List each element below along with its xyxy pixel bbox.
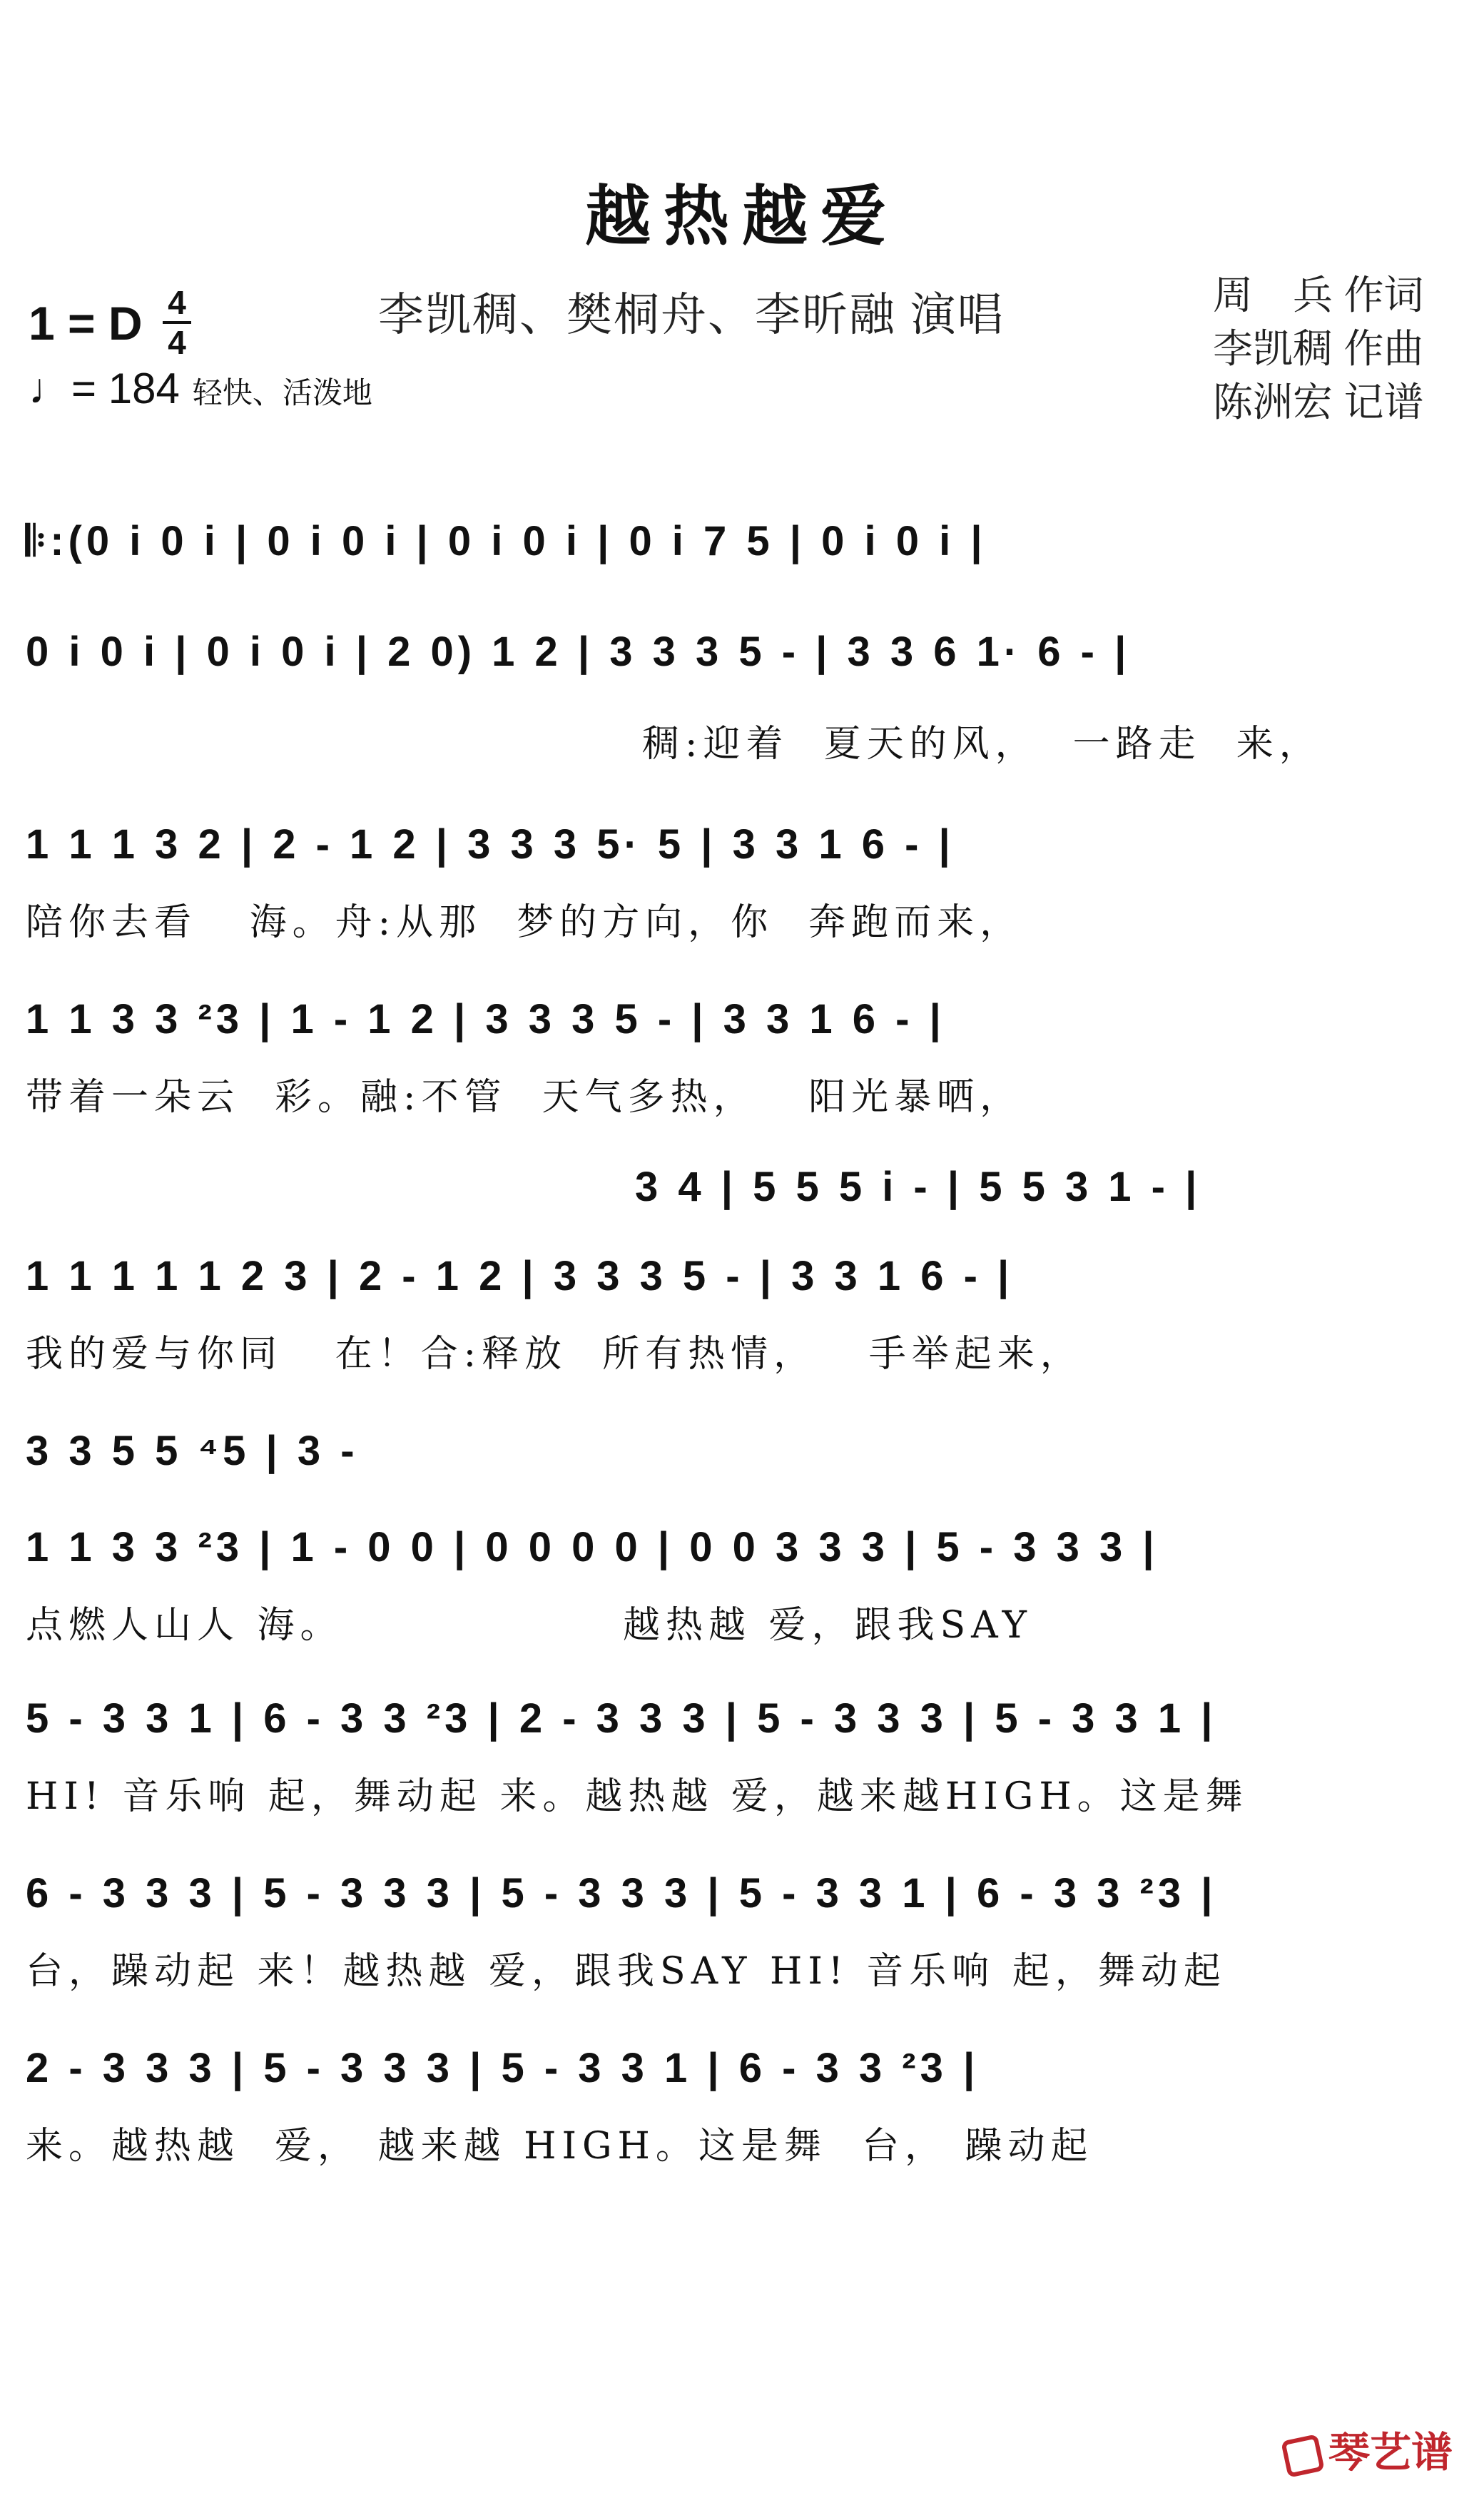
lyrics-line-10: 台，躁动起 来！越热越 爱，跟我SAY HI! 音乐响 起，舞动起 xyxy=(26,1950,1226,1993)
score-line-11: 2 - 3 3 3 | 5 - 3 3 3 | 5 - 3 3 1 | 6 - 3 3 ²3 | xyxy=(26,2045,980,2091)
lyrics-line-3: 陪你去看 海。舟:从那 梦的方向，你 奔跑而来， xyxy=(26,901,1023,944)
transcriber-credit: 陈洲宏 记谱 xyxy=(1213,380,1424,425)
score-line-10: 6 - 3 3 3 | 5 - 3 3 3 | 5 - 3 3 3 | 5 - 3 3 1 | 6 - 3 3 ²3 | xyxy=(26,1870,1217,1916)
score-line-3: 1 1 1 3 2 | 2 - 1 2 | 3 3 3 5· 5 | 3 3 1 6 - | xyxy=(26,821,955,868)
lyrics-line-9: HI! 音乐响 起，舞动起 来。越热越 爱，越来越HIGH。这是舞 xyxy=(26,1775,1249,1818)
site-watermark xyxy=(1284,2419,1453,2479)
singers-line: 李凯稠、樊桐舟、李昕融 演唱 xyxy=(378,289,1005,340)
lyrics-line-8: 点燃人山人 海。 越热越 爱，跟我SAY xyxy=(26,1604,1032,1647)
lyrics-line-2: 稠:迎着 夏天的风， 一路走 来， xyxy=(642,723,1322,766)
lyrics-line-11: 来。越热越 爱， 越来越 HIGH。这是舞 台， 躁动起 xyxy=(26,2125,1094,2168)
score-line-8: 1 1 3 3 ²3 | 1 - 0 0 | 0 0 0 0 | 0 0 3 3 3 | 5 - 3 3 3 | xyxy=(26,1524,1159,1570)
lyricist-credit: 周 兵 作词 xyxy=(1213,273,1424,318)
key-signature: 1 = D xyxy=(29,297,143,350)
meter-top: 4 xyxy=(168,284,186,321)
logo-icon xyxy=(1281,2434,1325,2478)
score-line-7-upper: 3 3 5 5 ⁴5 | 3 - xyxy=(26,1428,359,1474)
score-line-4: 1 1 3 3 ²3 | 1 - 1 2 | 3 3 3 5 - | 3 3 1 6 - | xyxy=(26,996,945,1042)
tempo-style: 轻快、活泼地 xyxy=(192,376,372,410)
composer-credit: 李凯稠 作曲 xyxy=(1213,326,1424,371)
lyrics-line-4: 带着一朵云 彩。融:不管 天气多热， 阳光暴晒， xyxy=(26,1076,1023,1119)
tempo-marking xyxy=(29,364,372,413)
meter-bottom: 4 xyxy=(168,324,186,361)
watermark-text: 琴艺谱 xyxy=(1328,2430,1453,2476)
score-line-2: 0 i 0 i | 0 i 0 i | 2 0) 1 2 | 3 3 3 5 - | 3 3 6 1· 6 - | xyxy=(26,629,1131,675)
score-line-1: 𝄆:(0 i 0 i | 0 i 0 i | 0 i 0 i | 0 i 7 5 | 0 i 0 i | xyxy=(26,518,987,564)
score-line-5-upper: 3 4 | 5 5 5 i - | 5 5 3 1 - | xyxy=(635,1164,1201,1210)
time-signature xyxy=(163,285,191,360)
score-line-9: 5 - 3 3 1 | 6 - 3 3 ²3 | 2 - 3 3 3 | 5 - 3 3 3 | 5 - 3 3 1 | xyxy=(26,1695,1217,1742)
lyrics-line-6: 我的爱与你同 在！合:释放 所有热情， 手举起来， xyxy=(26,1333,1083,1376)
tempo-value: ♩= 184 xyxy=(29,365,180,412)
score-line-6: 1 1 1 1 1 2 3 | 2 - 1 2 | 3 3 3 5 - | 3 3 1 6 - | xyxy=(26,1253,1014,1299)
song-title: 越热越爱 xyxy=(584,178,899,255)
